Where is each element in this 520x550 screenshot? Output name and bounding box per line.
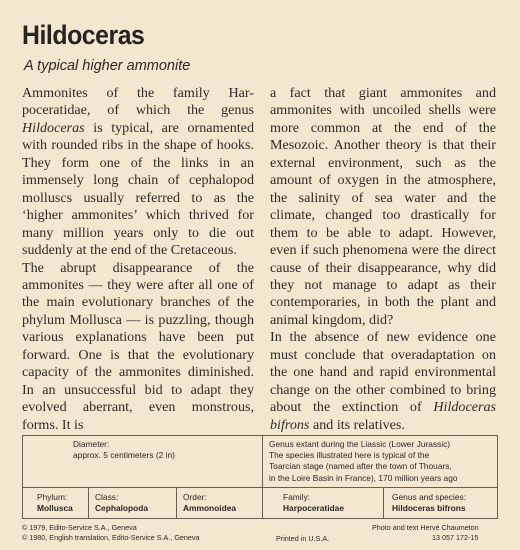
species-value: Hildoceras bifrons bbox=[392, 503, 466, 513]
paragraph bbox=[270, 329, 496, 434]
genus-note-cell bbox=[269, 439, 497, 484]
species-label: Genus and species: bbox=[392, 492, 467, 502]
paragraph bbox=[22, 85, 254, 260]
info-table bbox=[22, 435, 498, 519]
paragraph: The abrupt disappearance of the ammonites — they were after all one of the main evolutionary branches of the phylum Mollusca — is puzzling, though various explanations have been put forward. One is that the evolutionary capacity of the ammonites diminished. In an unsuccessful bid to adapt they evolved aberrant, even monstrous, forms. It is bbox=[22, 259, 254, 433]
credit-line: Photo and text Hervé Chaumeton bbox=[372, 523, 479, 532]
paragraph: a fact that giant ammonites and ammonites with uncoiled shells were more common at the end of the Mesozoic. Another theory is that their external environment, such as the amount of oxygen in the atmosphere, the salinity of sea water and the climate, changed too drastically for them to be able to adapt. However, even if such phenomena were the direct cause of their disappearance, why did they not manage to adapt as their contemporaries, in both the plant and animal kingdom, did? bbox=[270, 85, 496, 328]
page-title: Hildoceras bbox=[22, 20, 145, 50]
phylum-label: Phylum: bbox=[37, 492, 68, 502]
text-run: and its relatives. bbox=[309, 416, 405, 433]
genus-note-line: Genus extant during the Liassic (Lower Jurassic) bbox=[269, 439, 451, 449]
family-cell bbox=[263, 488, 384, 518]
genus-name: Hildoceras bbox=[22, 119, 85, 136]
text-run: Ammonites of the family Har-poceratidae, of which the genus bbox=[22, 85, 254, 119]
species-name: Hildoceras bifrons bbox=[270, 399, 496, 433]
species-cell bbox=[384, 488, 497, 518]
order-value: Ammonoidea bbox=[183, 503, 237, 513]
copyright-line: © 1979, Edito-Service S.A., Geneva bbox=[22, 523, 137, 532]
class-cell bbox=[89, 488, 177, 518]
order-cell bbox=[177, 488, 263, 518]
order-label: Order: bbox=[183, 492, 207, 502]
copyright-block bbox=[22, 523, 200, 543]
genus-note-line: Toarcian stage (named after the town of Thouars, bbox=[269, 461, 452, 472]
info-row-taxonomy bbox=[23, 488, 497, 518]
info-row-top bbox=[23, 436, 497, 488]
credit-block bbox=[372, 523, 479, 543]
body-column-right bbox=[270, 85, 496, 434]
genus-note-line: The species illustrated here is typical of the bbox=[269, 450, 430, 461]
phylum-value: Mollusca bbox=[37, 503, 73, 513]
genus-note-line: in the Loire Basin in France), 170 million years ago bbox=[269, 472, 458, 483]
diameter-value: approx. 5 centimeters (2 in) bbox=[73, 450, 175, 460]
diameter-label: Diameter: bbox=[73, 439, 110, 449]
family-value: Harpoceratidae bbox=[283, 503, 344, 513]
card-code: 13 057 172-15 bbox=[432, 533, 479, 542]
phylum-cell bbox=[23, 488, 89, 518]
diameter-cell bbox=[23, 436, 263, 487]
page-subtitle: A typical higher ammonite bbox=[24, 58, 191, 74]
family-label: Family: bbox=[283, 492, 310, 502]
class-label: Class: bbox=[95, 492, 119, 502]
printed-note: Printed in U.S.A. bbox=[276, 534, 330, 543]
body-column-left bbox=[22, 85, 254, 434]
text-run: In the absence of new evidence one must conclude that overadaptation on the one hand and rapid environmental change on the other combined to bring about the extinction of bbox=[270, 329, 496, 416]
class-value: Cephalopoda bbox=[95, 503, 149, 513]
text-run: is typical, are ornamented with rounded ribs in the shape of hooks. They form one of the links in an immensely long chain of cephalopod molluscs usually referred to as the ‘higher ammonites’ which thrived for many million years only to die out suddenly at the end of the Cretaceous. bbox=[22, 119, 254, 259]
copyright-line: © 1980, English translation, Edito-Service S.A., Geneva bbox=[22, 533, 200, 542]
